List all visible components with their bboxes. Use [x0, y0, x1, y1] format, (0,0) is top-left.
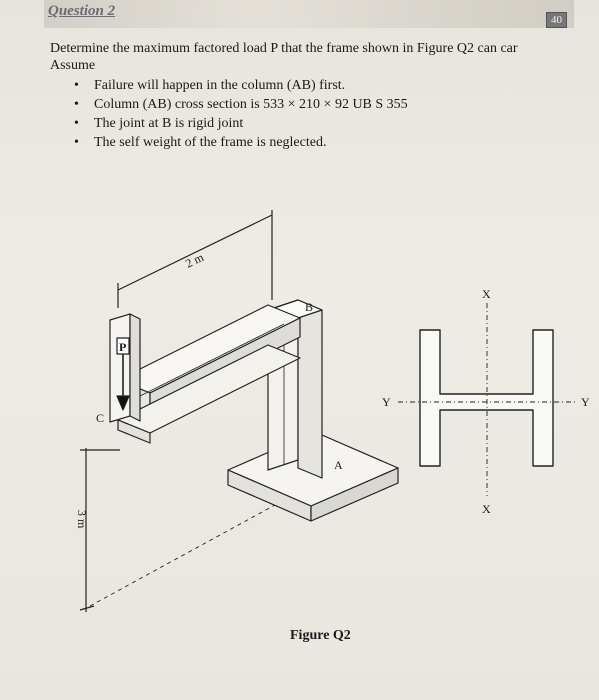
cross-section-drawing: [398, 303, 578, 496]
y-axis-right-label: Y: [581, 395, 590, 409]
point-a-label: A: [334, 458, 343, 472]
point-c-label: C: [96, 411, 105, 425]
assumption-item: • The joint at B is rigid joint: [74, 114, 590, 133]
figure-caption: Figure Q2: [290, 628, 351, 643]
beam-length-label: 2 m: [183, 250, 206, 271]
assumption-item: • The self weight of the frame is neglected.: [74, 133, 590, 152]
reference-line: [90, 505, 275, 606]
point-b-label: B: [305, 300, 314, 314]
y-axis-left-label: Y: [382, 395, 391, 409]
assumption-item: • Failure will happen in the column (AB) first.: [74, 76, 590, 95]
assumption-item: • Column (AB) cross section is 533 × 210 × 92 UB S 355: [74, 95, 590, 114]
x-axis-bottom-label: X: [482, 502, 491, 516]
marks-badge: 40: [546, 12, 567, 28]
question-prompt: Determine the maximum factored load P that the frame shown in Figure Q2 can car: [50, 41, 518, 56]
question-label: Question 2: [48, 3, 116, 19]
column-height-label: 3 m: [75, 510, 89, 529]
assume-label: Assume: [50, 58, 96, 73]
column-height-dimension: [80, 448, 120, 612]
x-axis-top-label: X: [482, 287, 491, 301]
load-label: P: [119, 340, 127, 354]
